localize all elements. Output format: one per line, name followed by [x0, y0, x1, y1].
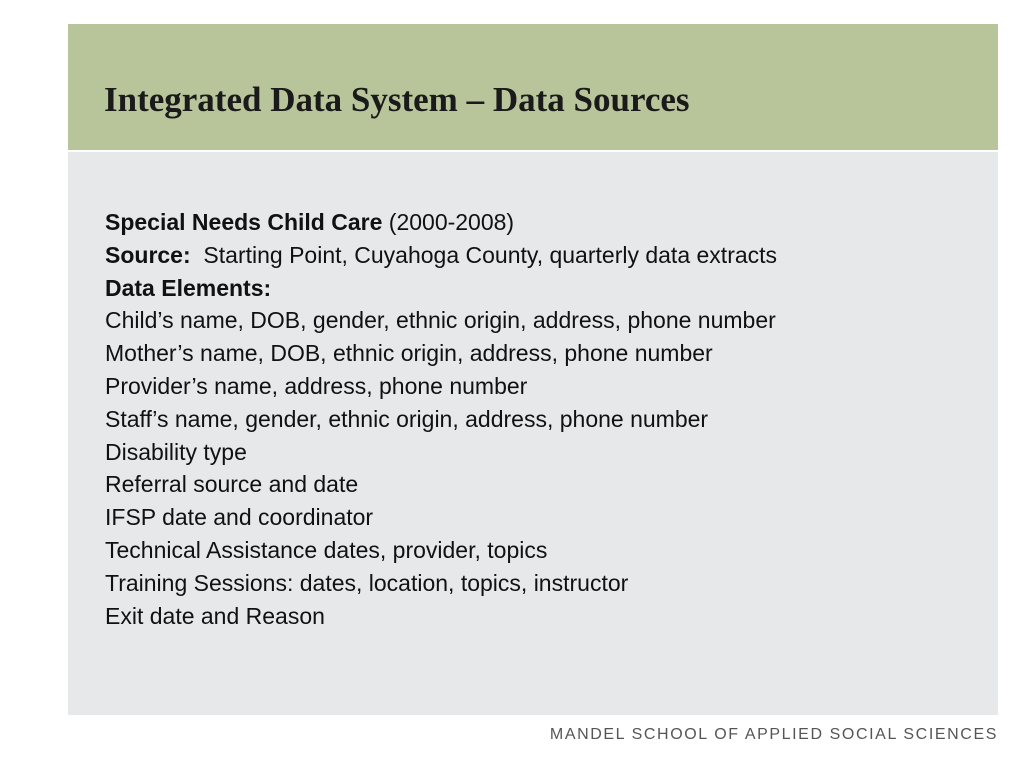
- program-years: (2000-2008): [388, 209, 515, 235]
- data-element-item: Provider’s name, address, phone number: [105, 372, 528, 399]
- data-element-item: IFSP date and coordinator: [105, 504, 374, 531]
- content-body: [105, 206, 777, 632]
- data-element-item: Staff’s name, gender, ethnic origin, address, phone number: [105, 405, 709, 432]
- data-element-item: Mother’s name, DOB, ethnic origin, address, phone number: [105, 340, 713, 367]
- program-name: Special Needs Child Care: [105, 209, 383, 235]
- data-element-item: Technical Assistance dates, provider, topics: [105, 536, 548, 563]
- footer-institution: MANDEL SCHOOL OF APPLIED SOCIAL SCIENCES: [549, 726, 998, 743]
- source-label: Source:: [105, 241, 191, 268]
- data-element-item: Exit date and Reason: [105, 602, 325, 629]
- data-elements-label: Data Elements:: [105, 274, 272, 301]
- source-text: Starting Point, Cuyahoga County, quarterly data extracts: [203, 241, 778, 268]
- slide-title: Integrated Data System – Data Sources: [104, 80, 690, 119]
- program-line: [105, 206, 777, 239]
- data-element-item: Referral source and date: [105, 471, 359, 498]
- source-line: [105, 239, 777, 272]
- data-element-item: Child’s name, DOB, gender, ethnic origin, address, phone number: [105, 307, 776, 334]
- title-band: [68, 24, 998, 150]
- data-element-item: Training Sessions: dates, location, topics, instructor: [105, 569, 629, 596]
- content-panel: [68, 152, 998, 715]
- data-element-item: Disability type: [105, 438, 247, 465]
